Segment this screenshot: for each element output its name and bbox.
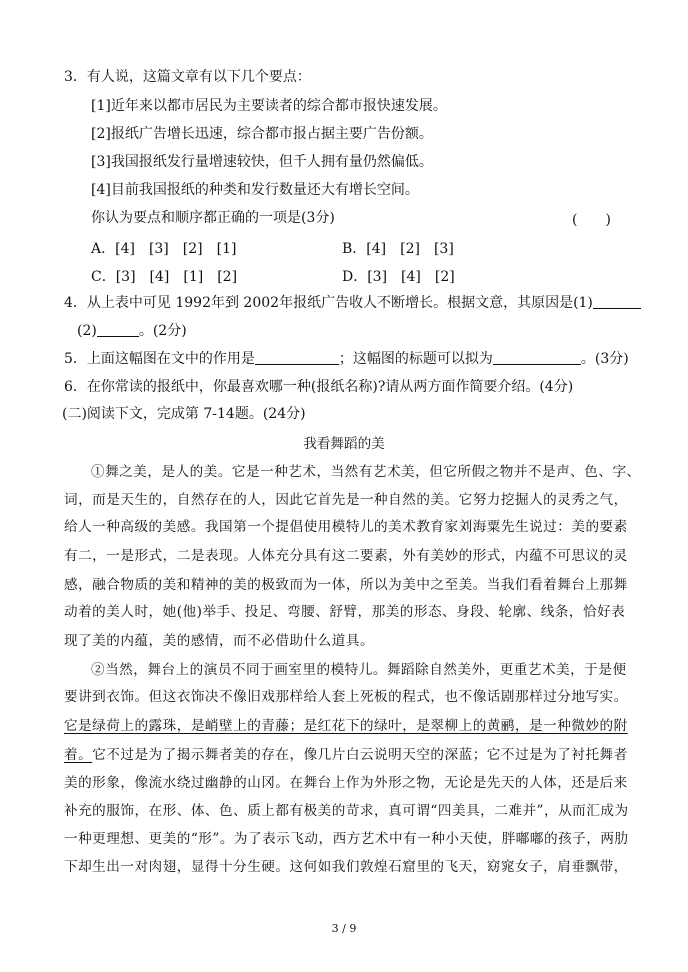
passage-line-6: 动着的美人时，她(他)举手、投足、弯腰、舒臂，那美的形态、身段、轮廓、线条，恰好表: [64, 604, 626, 620]
passage-line-3: 给人一种高级的美感。我国第一个提倡使用模特儿的美术教育家刘海粟先生说过：美的要素: [64, 519, 628, 535]
q5-text-1: 5．上面这幅图在文中的作用是: [64, 351, 255, 367]
q5-blank-2: [493, 350, 581, 365]
q5-line: [64, 350, 629, 368]
q5-blank-1: [255, 350, 339, 365]
passage-line-4: 有二，一是形式，二是表现。人体充分具有这二要素，外有美妙的形式，内蕴不可思议的灵: [64, 548, 628, 564]
passage-line-2: 词，而是天生的，自然存在的人，因此它首先是一种自然的美。它努力挖掘人的灵秀之气，: [64, 492, 628, 508]
passage-title: 我看舞蹈的美: [303, 436, 385, 452]
passage-line-5: 感，融合物质的美和精神的美的极致而为一体，所以为美中之至美。当我们看着舞台上那舞: [64, 577, 628, 593]
q4-line-2: [77, 322, 187, 340]
passage-line-11-rest: 它不过是为了揭示舞者美的存在，像几片白云说明天空的深蓝；它不过是为了衬托舞者: [92, 747, 628, 763]
q6-text: 6．在你常读的报纸中，你最喜欢哪一种(报纸名称)?请从两方面作简要介绍。(4分): [64, 379, 574, 395]
passage-line-15: 下却生出一对肉翅，显得十分生硬。这何如我们敦煌石窟里的飞天，窈窕女子，肩垂飘带，: [64, 859, 628, 875]
passage-line-1: ①舞之美，是人的美。它是一种艺术，当然有艺术美，但它所假之物并不是声、色、字、: [91, 464, 641, 480]
passage-line-8: ②当然，舞台上的演员不同于画室里的模特儿。舞蹈除自然美外，更重艺术美，于是便: [91, 662, 627, 678]
passage-line-10-underlined: 它是绿荷上的露珠，是峭壁上的青藤；是红花下的绿叶，是翠柳上的黄鹂，是一种微妙的附: [64, 718, 628, 734]
q3-option-c: C．[3] [4] [1] [2]: [91, 269, 238, 285]
q4-label-2: (2): [77, 323, 97, 339]
q5-score: 。(3分): [580, 351, 629, 367]
passage-line-14: 一种更理想、更美的“形”。为了表示飞动，西方艺术中有一种小天使，胖嘟嘟的孩子，两肋: [64, 831, 629, 847]
passage-line-9: 要讲到衣饰。但这衣饰决不像旧戏那样给人套上死板的程式，也不像话剧那样过分地写实。: [64, 689, 628, 705]
q3-point-2: [2]报纸广告增长迅速，综合都市报占据主要广告份额。: [91, 126, 433, 142]
q4-text: 4．从上表中可见 1992年到 2002年报纸广告收人不断增长。根据文意，其原因是(1): [64, 295, 593, 311]
q5-text-2: ；这幅图的标题可以拟为: [338, 351, 493, 367]
q3-option-d: D．[3] [4] [2]: [342, 269, 455, 285]
q4-score: 。(2分): [138, 323, 187, 339]
page-number: 3 / 9: [331, 922, 357, 935]
q3-stem: 3．有人说，这篇文章有以下几个要点：: [64, 69, 311, 85]
passage-line-7: 现了美的内蕴，美的感情，而不必借助什么道具。: [64, 633, 375, 649]
q3-point-4: [4]目前我国报纸的种类和发行数量还大有增长空间。: [91, 182, 419, 198]
q3-option-b: B．[4] [2] [3]: [342, 241, 454, 257]
passage-line-11: [64, 746, 628, 764]
section-heading: (二)阅读下文，完成第 7-14题。(24分): [62, 406, 306, 422]
q3-prompt: 你认为要点和顺序都正确的一项是(3分): [91, 210, 335, 226]
passage-line-13: 补充的服饰，在形、体、色、质上都有极美的苛求，真可谓“四美具，二难并”，从而汇成为: [64, 803, 629, 819]
q4-blank-2: [97, 322, 139, 337]
passage-line-12: 美的形象，像流水绕过幽静的山冈。在舞台上作为外形之物，无论是先天的人体，还是后来: [64, 775, 628, 791]
q3-point-3: [3]我国报纸发行量增速较快，但千人拥有量仍然偏低。: [91, 154, 433, 170]
q4-line-1: [64, 294, 641, 312]
q3-option-a: A．[4] [3] [2] [1]: [91, 241, 237, 257]
q3-point-1: [1]近年来以都市居民为主要读者的综合都市报快速发展。: [91, 98, 447, 114]
q3-answer-paren: ( ): [572, 212, 611, 228]
underlined-tail: 着。: [64, 747, 93, 763]
q4-blank-1: [593, 294, 641, 309]
